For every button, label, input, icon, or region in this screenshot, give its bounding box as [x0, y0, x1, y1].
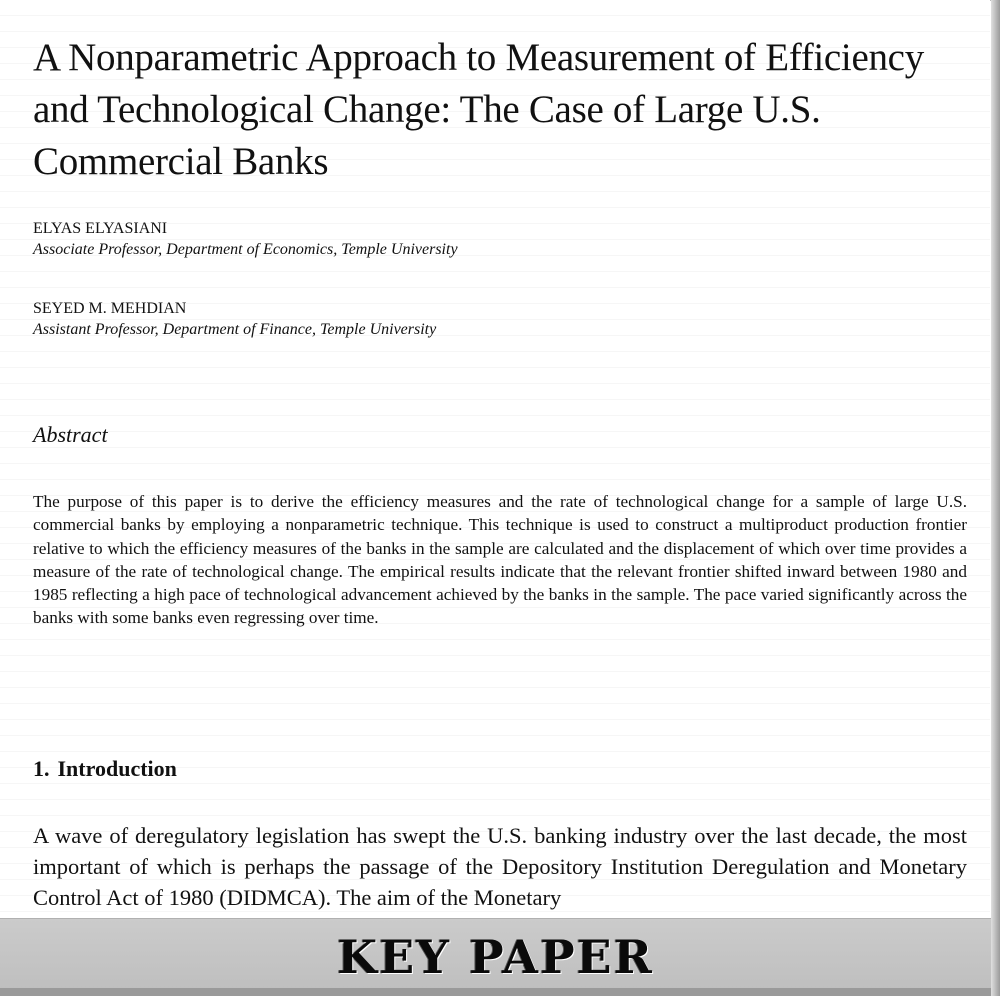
key-paper-banner [0, 918, 991, 989]
author-block [33, 299, 436, 341]
author-block [33, 219, 458, 261]
section-body-text: A wave of deregulatory legislation has swept the U.S. banking industry over the last decade, the most important of which is perhaps the passage of the Depository Institution Deregulation and Monetary Control Act of 1980 (DIDMCA). The aim of the Monetary [33, 823, 967, 910]
section-number: 1. [33, 756, 50, 781]
section-heading [33, 756, 177, 782]
page-edge-shadow [991, 0, 1000, 996]
author-name: SEYED M. MEHDIAN [33, 300, 187, 317]
section-title: Introduction [57, 756, 177, 781]
author-affiliation: Assistant Professor, Department of Finance, Temple University [33, 321, 437, 338]
author-affiliation: Associate Professor, Department of Economics, Temple University [33, 241, 458, 258]
bottom-strip [0, 988, 991, 996]
paper-title: A Nonparametric Approach to Measurement of Efficiency and Technological Change: The Case of Large U.S. Commercial Banks [33, 36, 924, 183]
author-name: ELYAS ELYASIANI [33, 220, 168, 237]
abstract-heading: Abstract [33, 422, 108, 447]
banner-label: KEY PAPER [337, 930, 654, 984]
abstract-text: The purpose of this paper is to derive the efficiency measures and the rate of technological change for a sample of large U.S. commercial banks by employing a nonparametric technique. This technique is used to construct a multiproduct production frontier relative to which the efficiency measures of the banks in the sample are calculated and the displacement of which over time provides a measure of the rate of technological change. The empirical results indicate that the relevant frontier shifted inward between 1980 and 1985 reflecting a high pace of technological advancement achieved by the banks in the sample. The pace varied significantly across the banks with some banks even regressing over time. [33, 492, 967, 628]
